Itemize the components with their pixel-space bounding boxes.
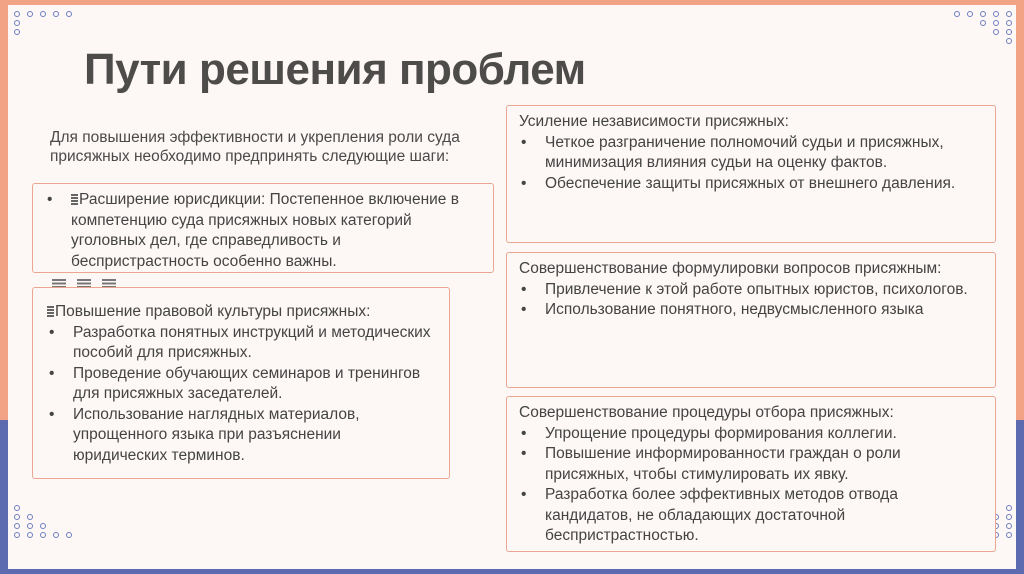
list-item: • Повышение информированности граждан о роли присяжных, чтобы стимулировать их явку. [519,444,985,485]
list-item: • Использование наглядных материалов, упрощенного языка при разъяснении юридических терминов. [47,405,439,467]
list-item: • Использование понятного, недвусмысленного языка [519,300,985,321]
card-heading: Совершенствование процедуры отбора присяжных: [519,404,894,421]
dots-decoration-top-left [12,11,74,35]
list-item: • Разработка более эффективных методов отвода кандидатов, не обладающих достаточной беспристрастностью. [519,485,985,547]
list-item: • Обеспечение защиты присяжных от внешнего давления. [519,174,985,195]
page-title: Пути решения проблем [84,45,586,94]
marker-icon [71,194,78,205]
list-item: • Привлечение к этой работе опытных юристов, психологов. [519,280,985,301]
list-item: • Четкое разграничение полномочий судьи и присяжных, минимизация влияния судьи на оценку фактов. [519,133,985,174]
card-heading: Повышение правовой культуры присяжных: [55,303,371,320]
card-legal-culture [32,287,450,479]
dots-decoration-top-right [952,11,1014,44]
card-heading: Совершенствование формулировки вопросов присяжным: [519,260,942,277]
card-selection-procedure [506,396,996,552]
list-item: • Разработка понятных инструкций и методических пособий для присяжных. [47,323,439,364]
marker-icon [47,306,54,317]
list-item [45,190,483,272]
card-independence [506,105,996,243]
slide [8,5,1016,569]
card-heading: Усиление независимости присяжных: [519,113,789,130]
list-item: • Проведение обучающих семинаров и тренингов для присяжных заседателей. [47,364,439,405]
item-text: Расширение юрисдикции: Постепенное включение в компетенцию суда присяжных новых категорий уголовных дел, где справедливость и беспристрастность особенно важны. [71,191,459,270]
intro-text: Для повышения эффективности и укрепления роли суда присяжных необходимо предпринять следующие шаги: [50,129,460,165]
card-jurisdiction [32,183,494,273]
list-item: • Упрощение процедуры формирования коллегии. [519,424,985,445]
dots-decoration-bottom-left [12,505,74,538]
card-question-wording [506,252,996,388]
